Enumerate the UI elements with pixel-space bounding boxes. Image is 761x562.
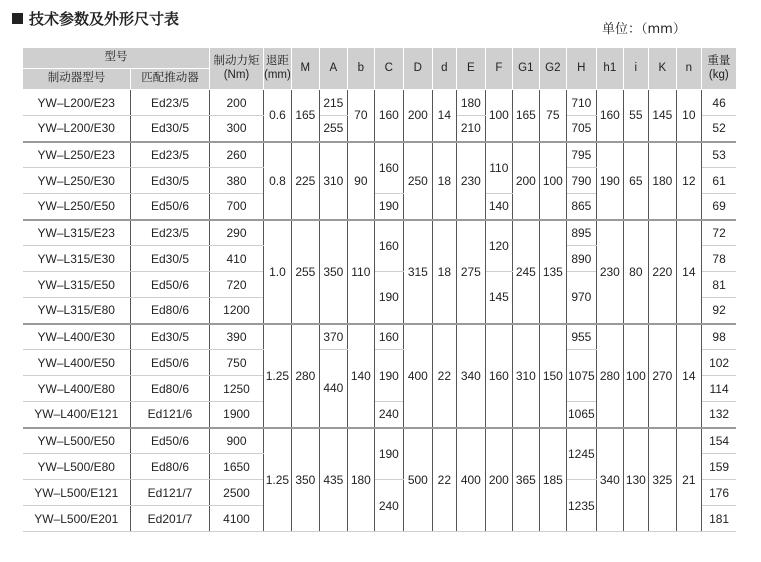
G2-cell: 100 xyxy=(539,142,566,220)
pusher-cell: Ed30/5 xyxy=(131,324,210,350)
header-K: K xyxy=(648,48,676,90)
A-cell: 255 xyxy=(319,116,347,142)
torque-cell: 260 xyxy=(210,142,264,168)
header-H: H xyxy=(566,48,596,90)
H-cell: 1235 xyxy=(566,480,596,532)
pusher-cell: Ed30/5 xyxy=(131,116,210,142)
F-cell: 110 xyxy=(485,142,512,194)
torque-cell: 1900 xyxy=(210,402,264,428)
weight-cell: 132 xyxy=(701,402,736,428)
C-cell: 190 xyxy=(374,194,403,220)
pusher-cell: Ed23/5 xyxy=(131,90,210,116)
E-cell: 180 xyxy=(456,90,485,116)
weight-cell: 176 xyxy=(701,480,736,506)
n-cell: 14 xyxy=(676,220,701,324)
C-cell: 190 xyxy=(374,272,403,324)
retreat-cell: 1.25 xyxy=(264,324,292,428)
header-model: 型号 xyxy=(23,48,210,69)
F-cell: 145 xyxy=(485,272,512,324)
table-row xyxy=(23,324,737,350)
D-cell: 315 xyxy=(403,220,432,324)
retreat-cell: 1.25 xyxy=(264,428,292,532)
H-cell: 1065 xyxy=(566,402,596,428)
G2-cell: 135 xyxy=(539,220,566,324)
M-cell: 280 xyxy=(291,324,319,428)
torque-cell: 410 xyxy=(210,246,264,272)
i-cell: 65 xyxy=(623,142,648,220)
header-F: F xyxy=(485,48,512,90)
weight-cell: 53 xyxy=(701,142,736,168)
torque-cell: 720 xyxy=(210,272,264,298)
M-cell: 225 xyxy=(291,142,319,220)
page-title xyxy=(12,8,179,29)
H-cell: 1245 xyxy=(566,428,596,480)
table-row xyxy=(23,220,737,246)
torque-cell: 4100 xyxy=(210,506,264,532)
n-cell: 14 xyxy=(676,324,701,428)
F-cell: 100 xyxy=(485,90,512,142)
torque-cell: 1200 xyxy=(210,298,264,324)
A-cell: 370 xyxy=(319,324,347,350)
pusher-cell: Ed50/6 xyxy=(131,194,210,220)
header-D: D xyxy=(403,48,432,90)
retreat-cell: 0.8 xyxy=(264,142,292,220)
i-cell: 130 xyxy=(623,428,648,532)
model-cell: YW–L250/E50 xyxy=(23,194,131,220)
G1-cell: 310 xyxy=(512,324,539,428)
A-cell: 310 xyxy=(319,142,347,220)
b-cell: 140 xyxy=(347,324,374,428)
d-cell: 22 xyxy=(432,324,456,428)
F-cell: 140 xyxy=(485,194,512,220)
table-row xyxy=(23,142,737,168)
table-row xyxy=(23,428,737,454)
n-cell: 10 xyxy=(676,90,701,142)
model-cell: YW–L315/E80 xyxy=(23,298,131,324)
weight-cell: 102 xyxy=(701,350,736,376)
torque-cell: 900 xyxy=(210,428,264,454)
square-bullet-icon xyxy=(12,13,23,24)
b-cell: 180 xyxy=(347,428,374,532)
header-G2: G2 xyxy=(539,48,566,90)
model-cell: YW–L200/E30 xyxy=(23,116,131,142)
C-cell: 160 xyxy=(374,220,403,272)
weight-cell: 69 xyxy=(701,194,736,220)
F-cell: 200 xyxy=(485,428,512,532)
H-cell: 955 xyxy=(566,324,596,350)
K-cell: 325 xyxy=(648,428,676,532)
H-cell: 795 xyxy=(566,142,596,168)
K-cell: 145 xyxy=(648,90,676,142)
h1-cell: 280 xyxy=(596,324,623,428)
model-cell: YW–L200/E23 xyxy=(23,90,131,116)
C-cell: 190 xyxy=(374,428,403,480)
header-pusher: 匹配推动器 xyxy=(131,69,210,90)
H-cell: 890 xyxy=(566,246,596,272)
pusher-cell: Ed121/7 xyxy=(131,480,210,506)
weight-cell: 114 xyxy=(701,376,736,402)
torque-cell: 390 xyxy=(210,324,264,350)
weight-cell: 159 xyxy=(701,454,736,480)
header-M: M xyxy=(291,48,319,90)
E-cell: 230 xyxy=(456,142,485,220)
M-cell: 350 xyxy=(291,428,319,532)
torque-cell: 380 xyxy=(210,168,264,194)
K-cell: 180 xyxy=(648,142,676,220)
header-torque: 制动力矩 (Nm) xyxy=(210,48,264,90)
F-cell: 120 xyxy=(485,220,512,272)
A-cell: 350 xyxy=(319,220,347,324)
D-cell: 250 xyxy=(403,142,432,220)
torque-cell: 2500 xyxy=(210,480,264,506)
model-cell: YW–L500/E201 xyxy=(23,506,131,532)
model-cell: YW–L500/E50 xyxy=(23,428,131,454)
model-cell: YW–L315/E30 xyxy=(23,246,131,272)
C-cell: 240 xyxy=(374,480,403,532)
G1-cell: 365 xyxy=(512,428,539,532)
H-cell: 895 xyxy=(566,220,596,246)
E-cell: 275 xyxy=(456,220,485,324)
model-cell: YW–L250/E23 xyxy=(23,142,131,168)
h1-cell: 160 xyxy=(596,90,623,142)
retreat-cell: 1.0 xyxy=(264,220,292,324)
header-brake-model: 制动器型号 xyxy=(23,69,131,90)
torque-cell: 300 xyxy=(210,116,264,142)
weight-cell: 98 xyxy=(701,324,736,350)
b-cell: 90 xyxy=(347,142,374,220)
header-E: E xyxy=(456,48,485,90)
unit-label: 单位：（mm） xyxy=(602,22,686,37)
n-cell: 12 xyxy=(676,142,701,220)
weight-cell: 78 xyxy=(701,246,736,272)
H-cell: 705 xyxy=(566,116,596,142)
D-cell: 500 xyxy=(403,428,432,532)
header-i: i xyxy=(623,48,648,90)
pusher-cell: Ed50/6 xyxy=(131,428,210,454)
torque-cell: 1650 xyxy=(210,454,264,480)
C-cell: 160 xyxy=(374,324,403,350)
retreat-cell: 0.6 xyxy=(264,90,292,142)
G1-cell: 200 xyxy=(512,142,539,220)
A-cell: 440 xyxy=(319,350,347,428)
model-cell: YW–L500/E80 xyxy=(23,454,131,480)
G2-cell: 150 xyxy=(539,324,566,428)
i-cell: 100 xyxy=(623,324,648,428)
title-text: 技术参数及外形尺寸表 xyxy=(29,10,180,28)
model-cell: YW–L400/E30 xyxy=(23,324,131,350)
K-cell: 220 xyxy=(648,220,676,324)
header-G1: G1 xyxy=(512,48,539,90)
header-A: A xyxy=(319,48,347,90)
weight-cell: 154 xyxy=(701,428,736,454)
header-d: d xyxy=(432,48,456,90)
weight-cell: 81 xyxy=(701,272,736,298)
pusher-cell: Ed121/6 xyxy=(131,402,210,428)
E-cell: 210 xyxy=(456,116,485,142)
torque-cell: 700 xyxy=(210,194,264,220)
d-cell: 18 xyxy=(432,142,456,220)
C-cell: 160 xyxy=(374,90,403,142)
d-cell: 18 xyxy=(432,220,456,324)
model-cell: YW–L315/E50 xyxy=(23,272,131,298)
pusher-cell: Ed23/5 xyxy=(131,220,210,246)
h1-cell: 230 xyxy=(596,220,623,324)
spec-table xyxy=(22,47,737,532)
A-cell: 435 xyxy=(319,428,347,532)
H-cell: 1075 xyxy=(566,350,596,402)
pusher-cell: Ed80/6 xyxy=(131,376,210,402)
i-cell: 80 xyxy=(623,220,648,324)
G1-cell: 165 xyxy=(512,90,539,142)
F-cell: 160 xyxy=(485,324,512,428)
table-row xyxy=(23,90,737,116)
model-cell: YW–L400/E50 xyxy=(23,350,131,376)
C-cell: 240 xyxy=(374,402,403,428)
torque-cell: 200 xyxy=(210,90,264,116)
pusher-cell: Ed30/5 xyxy=(131,246,210,272)
weight-cell: 181 xyxy=(701,506,736,532)
h1-cell: 340 xyxy=(596,428,623,532)
H-cell: 790 xyxy=(566,168,596,194)
model-cell: YW–L400/E121 xyxy=(23,402,131,428)
H-cell: 970 xyxy=(566,272,596,324)
n-cell: 21 xyxy=(676,428,701,532)
pusher-cell: Ed80/6 xyxy=(131,298,210,324)
K-cell: 270 xyxy=(648,324,676,428)
header-retreat: 退距 (mm) xyxy=(264,48,292,90)
torque-cell: 750 xyxy=(210,350,264,376)
C-cell: 160 xyxy=(374,142,403,194)
d-cell: 22 xyxy=(432,428,456,532)
header-b: b xyxy=(347,48,374,90)
pusher-cell: Ed50/6 xyxy=(131,350,210,376)
model-cell: YW–L315/E23 xyxy=(23,220,131,246)
header-C: C xyxy=(374,48,403,90)
torque-cell: 1250 xyxy=(210,376,264,402)
M-cell: 165 xyxy=(291,90,319,142)
D-cell: 200 xyxy=(403,90,432,142)
pusher-cell: Ed201/7 xyxy=(131,506,210,532)
i-cell: 55 xyxy=(623,90,648,142)
M-cell: 255 xyxy=(291,220,319,324)
weight-cell: 46 xyxy=(701,90,736,116)
pusher-cell: Ed80/6 xyxy=(131,454,210,480)
header-weight: 重量 (kg) xyxy=(701,48,736,90)
b-cell: 110 xyxy=(347,220,374,324)
C-cell: 190 xyxy=(374,350,403,402)
weight-cell: 92 xyxy=(701,298,736,324)
D-cell: 400 xyxy=(403,324,432,428)
torque-cell: 290 xyxy=(210,220,264,246)
h1-cell: 190 xyxy=(596,142,623,220)
G2-cell: 185 xyxy=(539,428,566,532)
d-cell: 14 xyxy=(432,90,456,142)
E-cell: 340 xyxy=(456,324,485,428)
G1-cell: 245 xyxy=(512,220,539,324)
model-cell: YW–L500/E121 xyxy=(23,480,131,506)
model-cell: YW–L250/E30 xyxy=(23,168,131,194)
A-cell: 215 xyxy=(319,90,347,116)
H-cell: 710 xyxy=(566,90,596,116)
G2-cell: 75 xyxy=(539,90,566,142)
pusher-cell: Ed23/5 xyxy=(131,142,210,168)
b-cell: 70 xyxy=(347,90,374,142)
weight-cell: 72 xyxy=(701,220,736,246)
pusher-cell: Ed30/5 xyxy=(131,168,210,194)
H-cell: 865 xyxy=(566,194,596,220)
pusher-cell: Ed50/6 xyxy=(131,272,210,298)
header-n: n xyxy=(676,48,701,90)
weight-cell: 52 xyxy=(701,116,736,142)
weight-cell: 61 xyxy=(701,168,736,194)
E-cell: 400 xyxy=(456,428,485,532)
model-cell: YW–L400/E80 xyxy=(23,376,131,402)
header-h1: h1 xyxy=(596,48,623,90)
